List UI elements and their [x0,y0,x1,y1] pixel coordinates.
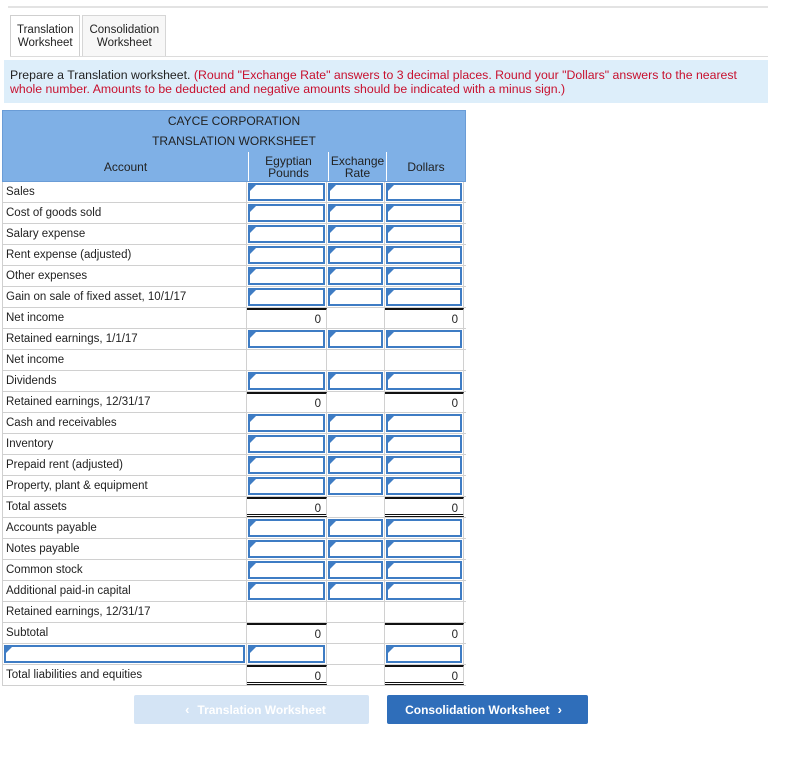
egyptian-input[interactable] [248,435,325,453]
exchange-cell[interactable] [327,203,385,223]
exchange-cell[interactable] [327,539,385,559]
account-label: Rent expense (adjusted) [2,245,247,265]
egyptian-input[interactable] [248,645,325,663]
account-label: Cost of goods sold [2,203,247,223]
dollars-value: 0 [451,671,458,683]
account-label: Prepaid rent (adjusted) [2,455,247,475]
dollars-cell[interactable] [385,413,464,433]
exchange-input[interactable] [328,267,383,285]
company-name: CAYCE CORPORATION [2,110,466,131]
exchange-input[interactable] [328,183,383,201]
dollars-cell[interactable] [385,224,464,244]
table-row [2,350,466,371]
dollars-input[interactable] [386,267,462,285]
exchange-cell[interactable] [327,182,385,202]
dollars-input[interactable] [386,561,462,579]
dollars-input[interactable] [386,183,462,201]
table-row [2,602,466,623]
dollars-cell[interactable] [385,329,464,349]
tab-label: Consolidation [89,24,160,36]
table-row [2,560,466,581]
column-header-dollars: Dollars [386,152,465,181]
egyptian-value: 0 [314,671,321,683]
egyptian-input[interactable] [248,267,325,285]
exchange-cell[interactable] [327,245,385,265]
dollars-input[interactable] [386,414,462,432]
egyptian-input[interactable] [248,330,325,348]
account-label: Cash and receivables [2,413,247,433]
egyptian-cell[interactable] [247,644,327,664]
worksheet-tabs [10,15,166,57]
egyptian-cell[interactable] [247,287,327,307]
egyptian-cell[interactable] [247,476,327,496]
column-headers [2,152,466,182]
tab-label: Worksheet [96,37,152,49]
exchange-cell[interactable] [327,434,385,454]
dollars-cell[interactable] [385,518,464,538]
account-label: Total liabilities and equities [2,665,247,685]
table-row [2,455,466,476]
egyptian-cell[interactable] [247,371,327,391]
egyptian-input[interactable] [248,414,325,432]
dollars-input[interactable] [386,288,462,306]
dollars-input[interactable] [386,477,462,495]
egyptian-total-cell [247,392,327,412]
account-label: Total assets [2,497,247,517]
egyptian-cell[interactable] [247,455,327,475]
account-label: Dividends [2,371,247,391]
table-row [2,434,466,455]
table-row [2,203,466,224]
account-label: Inventory [2,434,247,454]
tab-translation-worksheet[interactable] [10,15,80,57]
dollars-input[interactable] [386,372,462,390]
table-row [2,371,466,392]
egyptian-total-cell [247,497,327,517]
table-row [2,497,466,518]
dollars-value: 0 [451,398,458,410]
table-row [2,245,466,266]
egyptian-cell[interactable] [247,518,327,538]
next-consolidation-worksheet-button[interactable] [387,695,588,724]
exchange-cell[interactable] [327,518,385,538]
egyptian-cell[interactable] [247,182,327,202]
egyptian-cell [247,350,327,370]
tab-label: Translation [17,24,74,36]
egyptian-input[interactable] [248,204,325,222]
exchange-cell [327,644,385,664]
dollars-cell[interactable] [385,455,464,475]
account-label: Net income [2,308,247,328]
exchange-input[interactable] [328,372,383,390]
account-input-field[interactable] [4,645,245,663]
egyptian-value: 0 [314,314,321,326]
exchange-input[interactable] [328,204,383,222]
dollars-cell[interactable] [385,245,464,265]
egyptian-input[interactable] [248,183,325,201]
chevron-right-icon: › [557,702,562,717]
egyptian-input[interactable] [248,519,325,537]
egyptian-value: 0 [314,503,321,515]
egyptian-cell[interactable] [247,266,327,286]
account-input[interactable] [2,644,247,664]
exchange-cell[interactable] [327,329,385,349]
dollars-input[interactable] [386,246,462,264]
table-row [2,182,466,203]
dollars-cell[interactable] [385,203,464,223]
dollars-cell[interactable] [385,287,464,307]
account-label: Subtotal [2,623,247,643]
table-row [2,581,466,602]
dollars-input[interactable] [386,435,462,453]
account-label: Property, plant & equipment [2,476,247,496]
exchange-input[interactable] [328,519,383,537]
instructions-lead: Prepare a Translation worksheet. [10,68,191,82]
exchange-input[interactable] [328,288,383,306]
exchange-input[interactable] [328,246,383,264]
exchange-input[interactable] [328,582,383,600]
exchange-cell [327,665,385,685]
exchange-cell[interactable] [327,455,385,475]
table-row [2,623,466,644]
account-label: Common stock [2,560,247,580]
egyptian-cell[interactable] [247,560,327,580]
egyptian-cell[interactable] [247,329,327,349]
account-label: Salary expense [2,224,247,244]
exchange-input[interactable] [328,561,383,579]
table-row [2,329,466,350]
tab-consolidation-worksheet[interactable] [82,15,166,57]
exchange-cell[interactable] [327,266,385,286]
exchange-cell[interactable] [327,560,385,580]
table-row [2,665,466,686]
exchange-cell[interactable] [327,224,385,244]
column-header-egyptian-pounds [248,152,328,181]
egyptian-cell[interactable] [247,203,327,223]
egyptian-input[interactable] [248,582,325,600]
dollars-input[interactable] [386,540,462,558]
egyptian-input[interactable] [248,225,325,243]
prev-translation-worksheet-button [134,695,369,724]
dollars-cell[interactable] [385,644,464,664]
account-label: Gain on sale of fixed asset, 10/1/17 [2,287,247,307]
dollars-input[interactable] [386,582,462,600]
table-row [2,476,466,497]
table-row [2,266,466,287]
egyptian-input[interactable] [248,246,325,264]
translation-worksheet-table [2,110,466,686]
header-text: Rate [344,165,371,180]
egyptian-total-cell [247,308,327,328]
account-label: Accounts payable [2,518,247,538]
exchange-input[interactable] [328,456,383,474]
table-row [2,224,466,245]
tab-label: Worksheet [17,37,73,49]
account-label: Notes payable [2,539,247,559]
egyptian-input[interactable] [248,456,325,474]
egyptian-cell[interactable] [247,413,327,433]
exchange-cell [327,623,385,643]
header-text: Egyptian [265,153,312,168]
exchange-cell[interactable] [327,287,385,307]
instructions-box [4,60,768,103]
egyptian-cell[interactable] [247,224,327,244]
tab-divider [10,56,768,57]
table-row [2,308,466,329]
dollars-cell[interactable] [385,371,464,391]
dollars-value: 0 [451,629,458,641]
dollars-total-cell [385,497,464,517]
egyptian-input[interactable] [248,561,325,579]
exchange-input[interactable] [328,225,383,243]
exchange-input[interactable] [328,435,383,453]
dollars-total-cell [385,308,464,328]
egyptian-cell[interactable] [247,434,327,454]
exchange-cell [327,602,385,622]
column-header-account: Account [103,159,148,174]
account-label: Retained earnings, 12/31/17 [2,392,247,412]
dollars-input[interactable] [386,645,462,663]
exchange-input[interactable] [328,477,383,495]
table-row [2,518,466,539]
instructions-note: (Round "Exchange Rate" answers to 3 decimal places. Round your "Dollars" answers to the nearest whole number. Amounts to be deducted and negative amounts should be indicated with a minus sign.) [10,68,737,96]
dollars-input[interactable] [386,519,462,537]
egyptian-value: 0 [314,398,321,410]
dollars-cell[interactable] [385,539,464,559]
dollars-cell[interactable] [385,266,464,286]
egyptian-cell[interactable] [247,581,327,601]
table-row [2,644,466,665]
egyptian-cell[interactable] [247,539,327,559]
dollars-cell[interactable] [385,182,464,202]
dollars-value: 0 [451,314,458,326]
account-label: Net income [2,350,247,370]
chevron-left-icon: ‹ [185,702,190,717]
dollars-cell[interactable] [385,581,464,601]
account-label: Retained earnings, 1/1/17 [2,329,247,349]
worksheet-title: TRANSLATION WORKSHEET [2,131,466,152]
button-label: Consolidation Worksheet [405,702,550,717]
exchange-input[interactable] [328,414,383,432]
header-text: Exchange [330,153,385,168]
column-header-exchange-rate [328,152,386,181]
table-row [2,539,466,560]
account-label: Retained earnings, 12/31/17 [2,602,247,622]
exchange-cell [327,308,385,328]
table-row [2,413,466,434]
egyptian-input[interactable] [248,540,325,558]
egyptian-input[interactable] [248,477,325,495]
button-label: Translation Worksheet [197,702,326,717]
egyptian-total-cell [247,665,327,685]
account-label: Other expenses [2,266,247,286]
exchange-cell[interactable] [327,581,385,601]
exchange-cell[interactable] [327,476,385,496]
dollars-cell[interactable] [385,560,464,580]
exchange-cell [327,350,385,370]
exchange-input[interactable] [328,540,383,558]
dollars-cell [385,350,464,370]
dollars-input[interactable] [386,204,462,222]
top-divider [8,6,768,8]
exchange-cell [327,392,385,412]
egyptian-input[interactable] [248,288,325,306]
dollars-input[interactable] [386,330,462,348]
dollars-total-cell [385,623,464,643]
exchange-input[interactable] [328,330,383,348]
dollars-cell[interactable] [385,476,464,496]
exchange-cell[interactable] [327,371,385,391]
header-text: Pounds [268,165,309,180]
egyptian-value: 0 [314,629,321,641]
egyptian-cell [247,602,327,622]
table-row [2,392,466,413]
exchange-cell[interactable] [327,413,385,433]
egyptian-total-cell [247,623,327,643]
exchange-cell [327,497,385,517]
dollars-cell [385,602,464,622]
egyptian-input[interactable] [248,372,325,390]
dollars-cell[interactable] [385,434,464,454]
account-label: Sales [2,182,247,202]
dollars-value: 0 [451,503,458,515]
dollars-input[interactable] [386,225,462,243]
account-label: Additional paid-in capital [2,581,247,601]
worksheet-rows [2,182,466,686]
dollars-input[interactable] [386,456,462,474]
table-row [2,287,466,308]
dollars-total-cell [385,392,464,412]
egyptian-cell[interactable] [247,245,327,265]
dollars-total-cell [385,665,464,685]
